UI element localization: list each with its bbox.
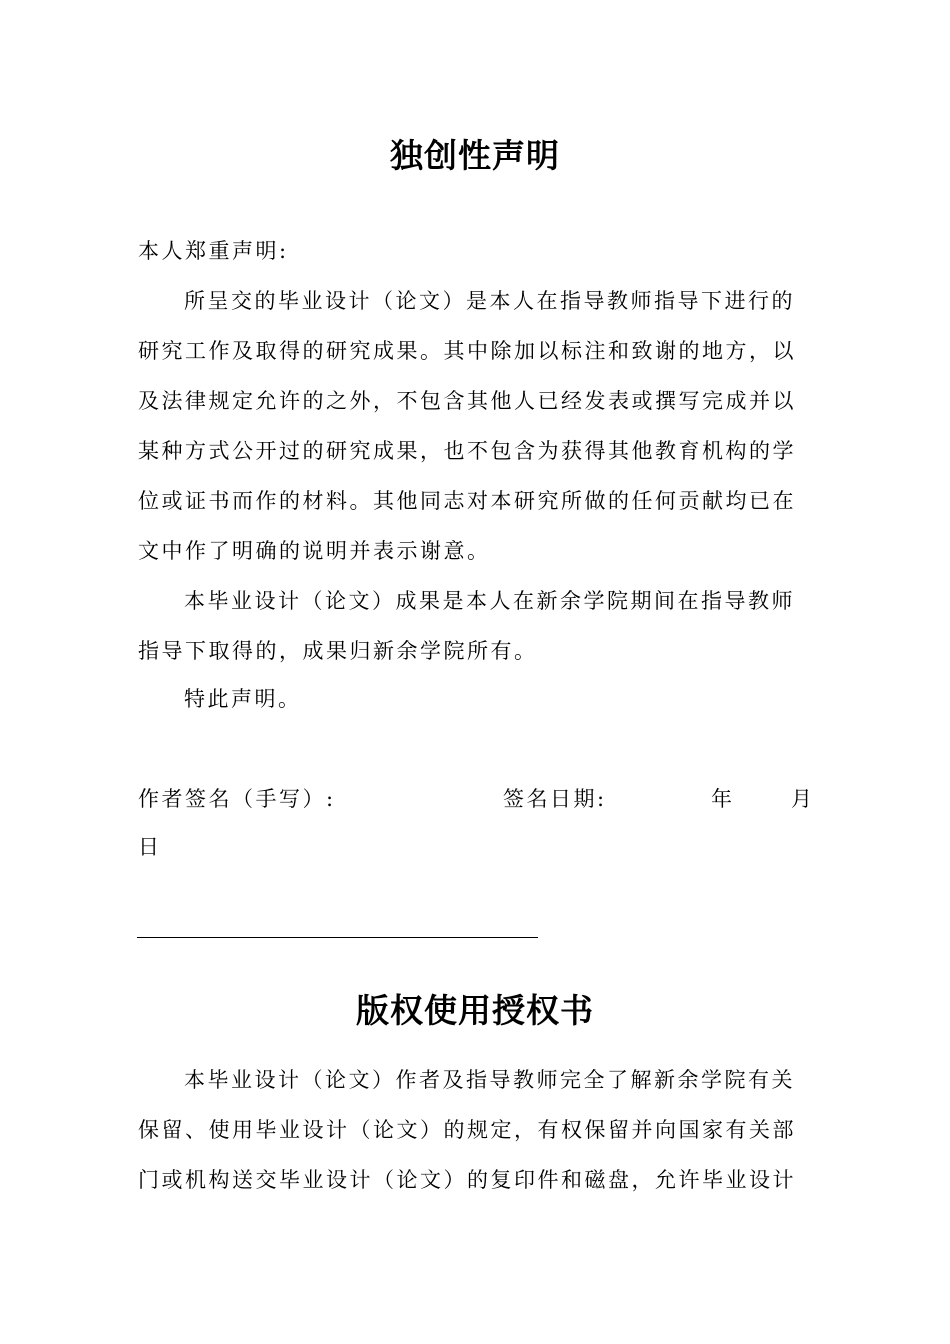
paragraph-line: 某种方式公开过的研究成果，也不包含为获得其他教育机构的学 (138, 439, 796, 463)
paragraph-line: 保留、使用毕业设计（论文）的规定，有权保留并向国家有关部 (138, 1118, 796, 1142)
signature-month-label: 月 (791, 787, 815, 811)
signature-date-label: 签名日期: (503, 787, 607, 811)
declaration-closing: 特此声明。 (184, 687, 302, 711)
signature-day-label: 日 (138, 835, 159, 859)
author-signature-label: 作者签名（手写）: (138, 787, 336, 811)
paragraph-line: 本毕业设计（论文）作者及指导教师完全了解新余学院有关 (184, 1068, 795, 1092)
copyright-title: 版权使用授权书 (356, 991, 594, 1030)
paragraph-line: 指导下取得的，成果归新余学院所有。 (138, 639, 538, 663)
paragraph-line: 文中作了明确的说明并表示谢意。 (138, 539, 491, 563)
paragraph-line: 所呈交的毕业设计（论文）是本人在指导教师指导下进行的 (184, 289, 795, 313)
section-divider (137, 937, 538, 938)
paragraph-line: 本毕业设计（论文）成果是本人在新余学院期间在指导教师 (184, 589, 795, 613)
signature-row (138, 774, 815, 824)
paragraph-line: 位或证书而作的材料。其他同志对本研究所做的任何贡献均已在 (138, 489, 796, 513)
declaration-intro: 本人郑重声明: (138, 239, 289, 263)
signature-year-label: 年 (711, 787, 735, 811)
paragraph-line: 门或机构送交毕业设计（论文）的复印件和磁盘，允许毕业设计 (138, 1168, 796, 1192)
declaration-title: 独创性声明 (390, 136, 560, 175)
paragraph-line: 及法律规定允许的之外，不包含其他人已经发表或撰写完成并以 (138, 389, 796, 413)
paragraph-line: 研究工作及取得的研究成果。其中除加以标注和致谢的地方，以 (138, 339, 796, 363)
